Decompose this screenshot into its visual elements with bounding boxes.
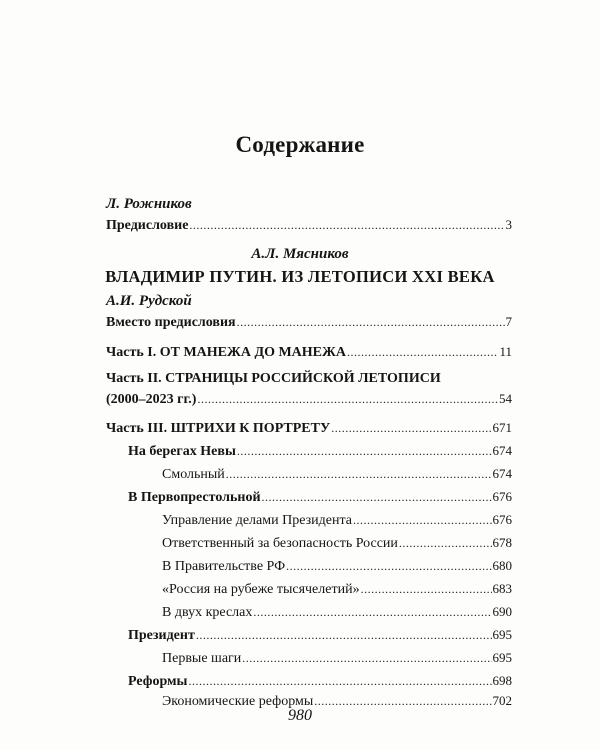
page-number: 980 <box>288 707 312 724</box>
leader-dots <box>226 465 492 483</box>
toc-entry-title: «Россия на рубеже тысячелетий» <box>162 582 360 597</box>
leader-dots <box>188 672 491 690</box>
toc-entry[interactable] <box>162 557 512 576</box>
toc-entry[interactable] <box>162 511 512 530</box>
toc-entry-title: В Правительстве РФ <box>162 559 286 574</box>
main-author: А.Л. Мясников <box>251 246 349 262</box>
leader-dots <box>237 442 492 460</box>
leader-dots <box>253 603 491 621</box>
toc-entry-foreword[interactable] <box>106 216 512 235</box>
toc-entry-title: Управление делами Президента <box>162 513 352 528</box>
leader-dots <box>353 511 492 529</box>
leader-dots <box>286 557 491 575</box>
toc-entry-title: Экономические реформы <box>162 694 314 709</box>
toc-entry-page: 690 <box>492 604 512 619</box>
toc-entry[interactable] <box>128 672 512 691</box>
toc-entry-part-2[interactable] <box>106 390 512 409</box>
toc-entry-page: 676 <box>492 489 512 504</box>
toc-entry-part-3[interactable] <box>106 419 512 438</box>
leader-dots <box>399 534 492 552</box>
leader-dots <box>197 390 498 408</box>
toc-entry-title: В Первопрестольной <box>128 490 261 505</box>
toc-entry-page: 678 <box>492 535 512 550</box>
toc-entry-page: 674 <box>492 443 512 458</box>
page-title: Содержание <box>235 132 365 157</box>
toc-entry-page: 683 <box>492 581 512 596</box>
toc-entry[interactable] <box>162 465 512 484</box>
toc-entry[interactable] <box>128 626 512 645</box>
toc-entry[interactable] <box>128 442 512 461</box>
foreword-author: Л. Рожников <box>106 196 192 212</box>
leader-dots <box>237 313 505 331</box>
toc-entry-title: Смольный <box>162 467 225 482</box>
toc-entry-page: 676 <box>492 512 512 527</box>
toc-entry-page: 671 <box>492 420 512 435</box>
toc-entry-page: 695 <box>492 627 512 642</box>
toc-entry-title: Президент <box>128 628 195 643</box>
part-2-title-line-1[interactable]: Часть II. СТРАНИЦЫ РОССИЙСКОЙ ЛЕТОПИСИ <box>106 371 441 386</box>
toc-entry[interactable] <box>162 534 512 553</box>
toc-entry-title: Ответственный за безопасность России <box>162 536 398 551</box>
leader-dots <box>361 580 492 598</box>
intro-author: А.И. Рудской <box>106 293 192 309</box>
toc-entry-page: 695 <box>492 650 512 665</box>
toc-entry-page: 680 <box>492 558 512 573</box>
toc-entry-title: Вместо предисловия <box>106 315 236 330</box>
toc-entry[interactable] <box>128 488 512 507</box>
leader-dots <box>347 343 498 361</box>
toc-entry-page: 674 <box>492 466 512 481</box>
toc-entry[interactable] <box>162 603 512 622</box>
leader-dots <box>242 649 491 667</box>
toc-entry-title: Часть I. ОТ МАНЕЖА ДО МАНЕЖА <box>106 345 346 360</box>
toc-entry-title: Реформы <box>128 674 188 689</box>
toc-entry-title: (2000–2023 гг.) <box>106 392 197 407</box>
toc-entry-page: 11 <box>499 344 512 359</box>
toc-entry-page: 7 <box>505 314 512 329</box>
toc-entry-title: Часть III. ШТРИХИ К ПОРТРЕТУ <box>106 421 331 436</box>
toc-entry-page: 3 <box>505 217 512 232</box>
toc-entry-title: Предисловие <box>106 218 189 233</box>
toc-entry-title: В двух креслах <box>162 605 253 620</box>
book-title: ВЛАДИМИР ПУТИН. ИЗ ЛЕТОПИСИ XXI ВЕКА <box>105 267 495 286</box>
toc-entry[interactable] <box>162 580 512 599</box>
leader-dots <box>331 419 491 437</box>
toc-entry-part-1[interactable] <box>106 343 512 362</box>
toc-entry-page: 54 <box>499 391 512 406</box>
leader-dots <box>189 216 504 234</box>
toc-entry-page: 698 <box>492 673 512 688</box>
toc-entry-page: 702 <box>492 693 512 708</box>
toc-entry-intro[interactable] <box>106 313 512 332</box>
toc-entry-title: Первые шаги <box>162 651 242 666</box>
leader-dots <box>262 488 492 506</box>
leader-dots <box>196 626 492 644</box>
toc-entry-title: На берегах Невы <box>128 444 236 459</box>
toc-entry[interactable] <box>162 649 512 668</box>
